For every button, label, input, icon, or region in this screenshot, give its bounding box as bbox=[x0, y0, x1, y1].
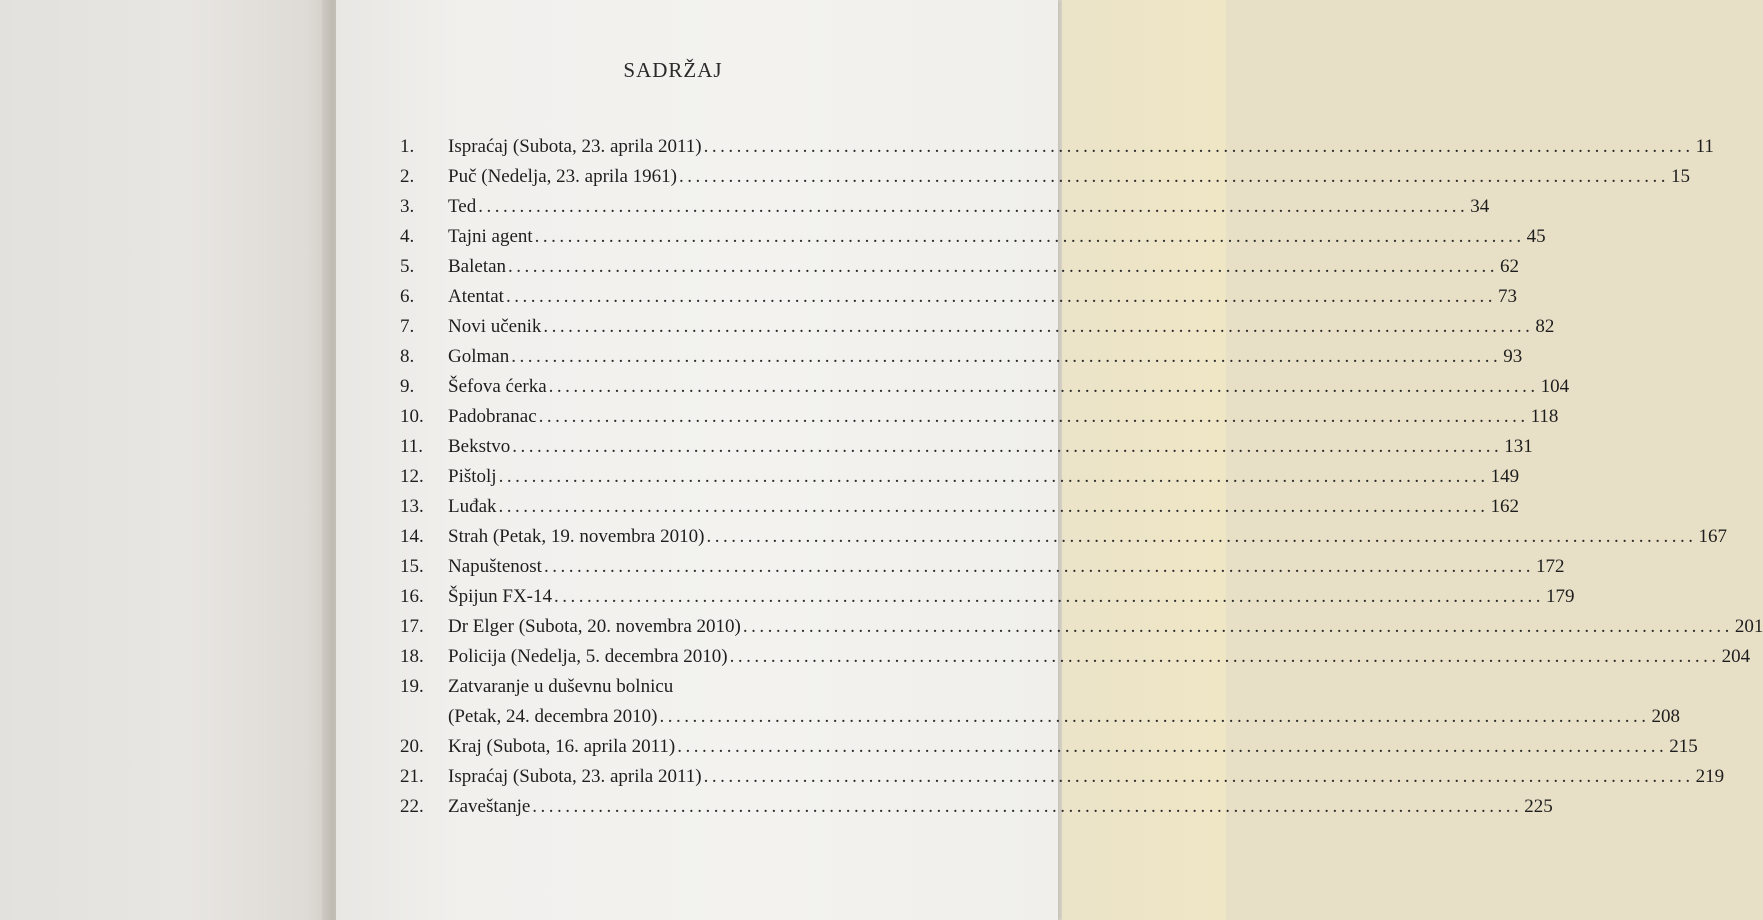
table-of-contents bbox=[388, 136, 1763, 826]
toc-entry-number: 8. bbox=[400, 346, 415, 367]
toc-leader-dots: ........................................................................................................................ bbox=[703, 136, 1694, 157]
toc-entry-number: 17. bbox=[400, 616, 424, 637]
toc-entry bbox=[388, 346, 1523, 376]
toc-entry-title: Policija (Nedelja, 5. decembra 2010) bbox=[448, 646, 728, 667]
toc-entry-page: 208 bbox=[1651, 706, 1680, 727]
toc-leader-dots: ........................................................................................................................ bbox=[729, 646, 1720, 667]
toc-entry bbox=[388, 556, 1565, 586]
toc-entry-title: Šefova ćerka bbox=[448, 376, 547, 397]
toc-leader-dots: ........................................................................................................................ bbox=[508, 256, 1499, 277]
toc-leader-dots: ........................................................................................................................ bbox=[659, 706, 1650, 727]
toc-entry-title: Baletan bbox=[448, 256, 507, 277]
toc-entry-title: Napuštenost bbox=[448, 556, 542, 577]
toc-entry-page: 15 bbox=[1670, 166, 1690, 187]
toc-entry bbox=[388, 376, 1570, 406]
toc-entry bbox=[388, 406, 1559, 436]
toc-entry bbox=[388, 256, 1520, 286]
toc-entry-title: Kraj (Subota, 16. aprila 2011) bbox=[448, 736, 676, 757]
toc-entry-title: Špijun FX-14 bbox=[448, 586, 552, 607]
toc-entry-number: 20. bbox=[400, 736, 424, 757]
toc-entry-number: 11. bbox=[400, 436, 424, 457]
toc-entry-title: Pištolj bbox=[448, 466, 497, 487]
toc-leader-dots: ........................................................................................................................ bbox=[543, 316, 1534, 337]
toc-entry-page: 118 bbox=[1530, 406, 1559, 427]
toc-entry-title: Padobranac bbox=[448, 406, 537, 427]
toc-leader-dots: ........................................................................................................................ bbox=[543, 556, 1534, 577]
toc-entry bbox=[388, 286, 1517, 316]
toc-entry-number: 2. bbox=[400, 166, 415, 187]
toc-entry-number: 4. bbox=[400, 226, 415, 247]
toc-entry-page: 149 bbox=[1490, 466, 1520, 487]
toc-entry-page: 215 bbox=[1669, 736, 1698, 757]
toc-leader-dots: ........................................................................................................................ bbox=[511, 346, 1502, 367]
toc-entry-page: 225 bbox=[1524, 796, 1553, 817]
toc-entry-number: 9. bbox=[400, 376, 415, 397]
left-page bbox=[0, 0, 334, 920]
toc-entry bbox=[388, 436, 1533, 466]
toc-entry-page: 162 bbox=[1490, 496, 1520, 517]
toc-entry-page: 45 bbox=[1526, 226, 1546, 247]
toc-entry-title: Novi učenik bbox=[448, 316, 542, 337]
toc-leader-dots: ........................................................................................................................ bbox=[548, 376, 1539, 397]
toc-entry-page: 201 bbox=[1734, 616, 1763, 637]
toc-entry-page: 73 bbox=[1497, 286, 1517, 307]
toc-entry-title: Strah (Petak, 19. novembra 2010) bbox=[448, 526, 705, 547]
toc-entry bbox=[388, 136, 1714, 166]
toc-leader-dots: ........................................................................................................................ bbox=[498, 466, 1489, 487]
toc-entry-page: 82 bbox=[1535, 316, 1555, 337]
toc-entry-title: Golman bbox=[448, 346, 510, 367]
toc-entry bbox=[388, 796, 1553, 826]
toc-entry-number: 6. bbox=[400, 286, 415, 307]
toc-entry-page: 167 bbox=[1698, 526, 1727, 547]
toc-entry-page: 219 bbox=[1695, 766, 1725, 787]
toc-leader-dots: ........................................................................................................................ bbox=[554, 586, 1544, 607]
toc-leader-dots: ........................................................................................................................ bbox=[742, 616, 1733, 637]
toc-entry-number: 22. bbox=[400, 796, 424, 817]
toc-entry-page: 11 bbox=[1695, 136, 1714, 157]
toc-entry bbox=[388, 586, 1575, 616]
toc-entry-number: 3. bbox=[400, 196, 415, 217]
toc-entry bbox=[388, 526, 1727, 556]
toc-leader-dots: ........................................................................................................................ bbox=[706, 526, 1697, 547]
toc-entry-title: Puč (Nedelja, 23. aprila 1961) bbox=[448, 166, 677, 187]
toc-entry-number: 15. bbox=[400, 556, 424, 577]
toc-entry-title: Bekstvo bbox=[448, 436, 511, 457]
toc-entry-page: 131 bbox=[1504, 436, 1533, 457]
toc-entry-title: Zatvaranje u duševnu bolnicu bbox=[448, 676, 674, 697]
toc-leader-dots: ........................................................................................................................ bbox=[505, 286, 1496, 307]
toc-entry-number: 12. bbox=[400, 466, 424, 487]
toc-entry-number: 10. bbox=[400, 406, 424, 427]
toc-entry-title: Atentat bbox=[448, 286, 504, 307]
toc-leader-dots: ........................................................................................................................ bbox=[512, 436, 1503, 457]
toc-entry-number: 19. bbox=[400, 676, 424, 697]
toc-entry-title: Luđak bbox=[448, 496, 497, 517]
toc-entry bbox=[388, 316, 1555, 346]
toc-entry bbox=[388, 166, 1690, 196]
toc-entry-number: 21. bbox=[400, 766, 424, 787]
toc-entry-title: Ted bbox=[448, 196, 477, 217]
toc-entry bbox=[388, 646, 1751, 676]
toc-entry-number: 5. bbox=[400, 256, 415, 277]
toc-entry-number: 14. bbox=[400, 526, 424, 547]
toc-entry-number: 18. bbox=[400, 646, 424, 667]
toc-leader-dots: ........................................................................................................................ bbox=[534, 226, 1525, 247]
toc-leader-dots: ........................................................................................................................ bbox=[498, 496, 1489, 517]
toc-heading: SADRŽAJ bbox=[623, 58, 723, 82]
toc-entry bbox=[388, 616, 1763, 646]
toc-entry-title: Tajni agent bbox=[448, 226, 533, 247]
toc-entry-number: 13. bbox=[400, 496, 424, 517]
toc-entry bbox=[388, 496, 1520, 526]
toc-leader-dots: ........................................................................................................................ bbox=[678, 166, 1669, 187]
toc-entry-page: 62 bbox=[1500, 256, 1520, 277]
toc-entry-page: 204 bbox=[1721, 646, 1751, 667]
toc-entry-number: 1. bbox=[400, 136, 415, 157]
toc-leader-dots: ........................................................................................................................ bbox=[677, 736, 1668, 757]
toc-entry bbox=[388, 226, 1546, 256]
toc-entry-title-continued: (Petak, 24. decembra 2010) bbox=[448, 706, 658, 727]
toc-entry-title: Zaveštanje bbox=[448, 796, 531, 817]
toc-entry-page: 34 bbox=[1470, 196, 1490, 217]
toc-entry-title: Ispraćaj (Subota, 23. aprila 2011) bbox=[448, 766, 702, 787]
toc-entry-title: Ispraćaj (Subota, 23. aprila 2011) bbox=[448, 136, 702, 157]
toc-entry-page: 179 bbox=[1546, 586, 1575, 607]
toc-leader-dots: ........................................................................................................................ bbox=[532, 796, 1523, 817]
toc-leader-dots: ........................................................................................................................ bbox=[538, 406, 1529, 427]
toc-entry bbox=[388, 466, 1520, 496]
toc-entry-page: 93 bbox=[1503, 346, 1523, 367]
toc-entry-number: 16. bbox=[400, 586, 424, 607]
toc-entry bbox=[388, 736, 1698, 766]
toc-entry-number: 7. bbox=[400, 316, 415, 337]
toc-entry bbox=[388, 676, 1680, 736]
toc-entry-page: 104 bbox=[1540, 376, 1570, 397]
toc-leader-dots: ........................................................................................................................ bbox=[478, 196, 1469, 217]
toc-entry bbox=[388, 196, 1490, 226]
toc-entry-title: Dr Elger (Subota, 20. novembra 2010) bbox=[448, 616, 741, 637]
toc-entry-page: 172 bbox=[1535, 556, 1565, 577]
toc-leader-dots: ........................................................................................................................ bbox=[703, 766, 1694, 787]
toc-entry bbox=[388, 766, 1725, 796]
